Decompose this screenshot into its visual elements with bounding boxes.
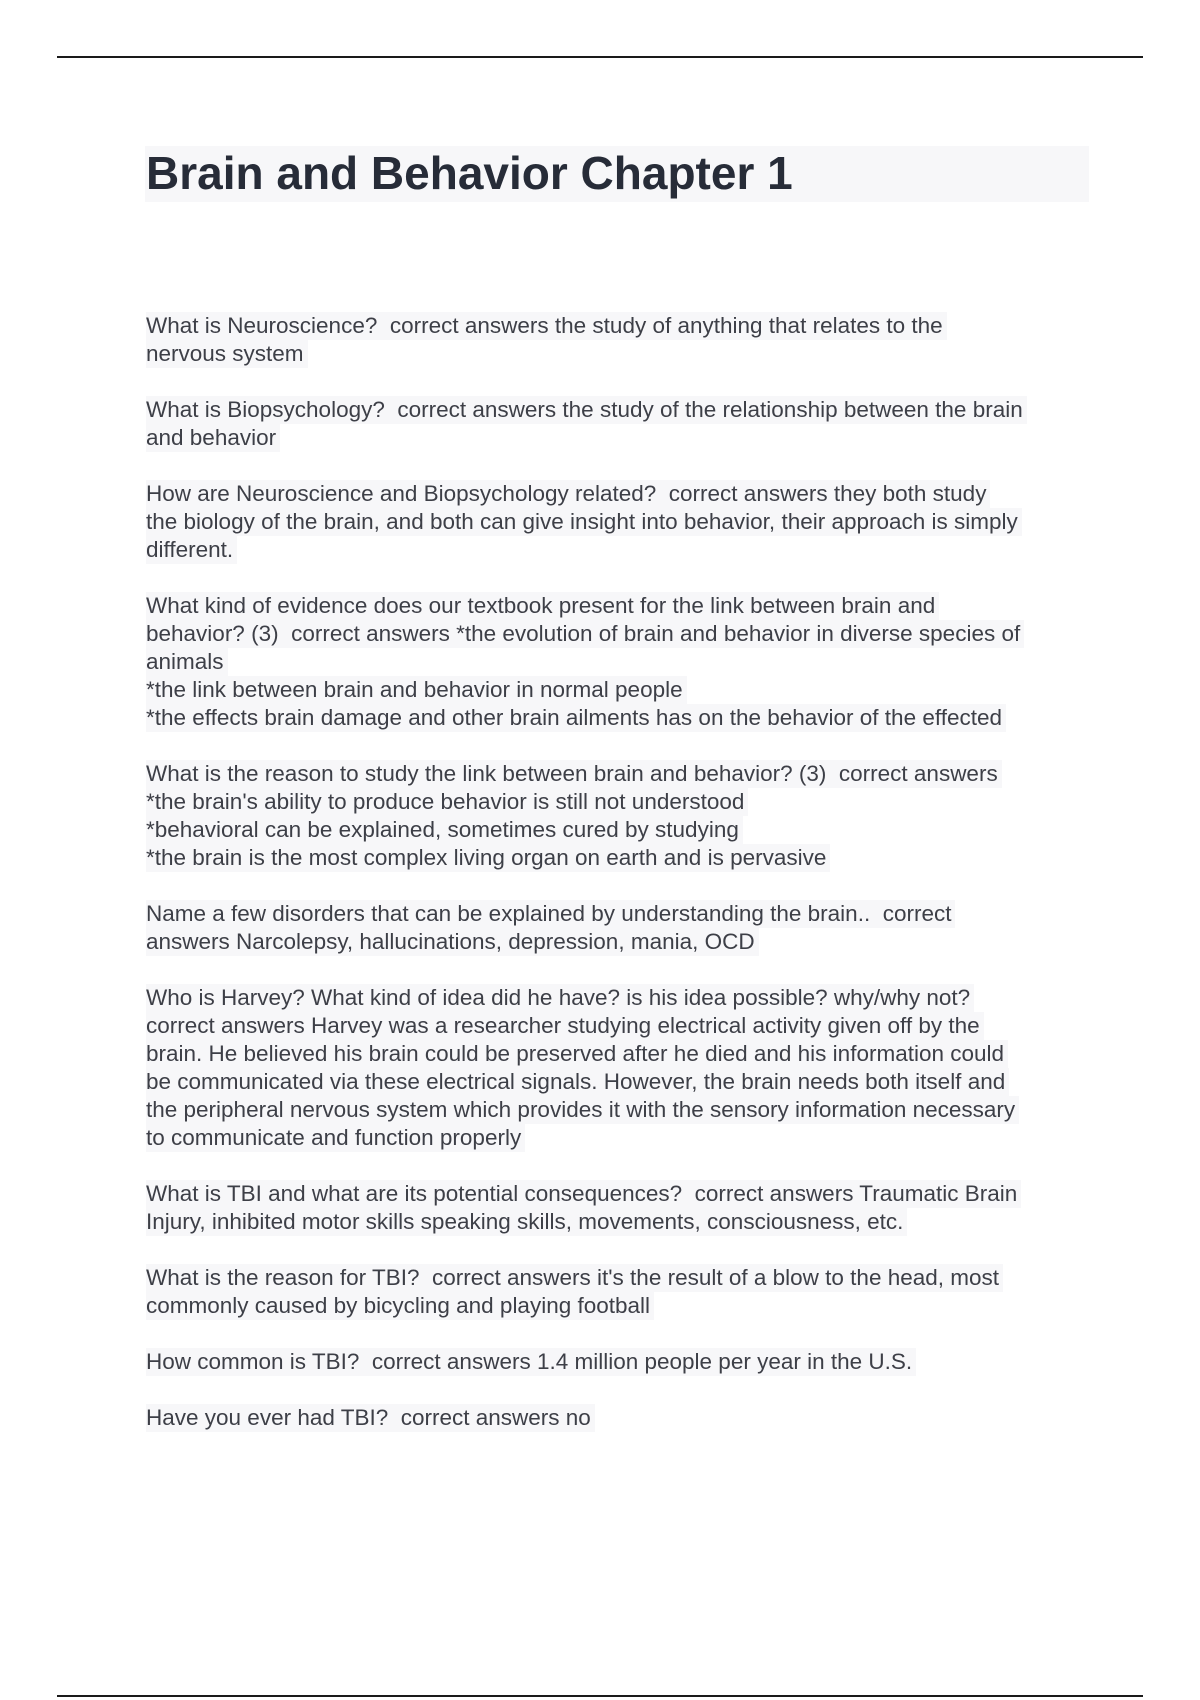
qa-line: be communicated via these electrical signals. However, the brain needs both itself and	[146, 1068, 1009, 1096]
qa-line: *behavioral can be explained, sometimes cured by studying	[146, 816, 743, 844]
qa-list	[146, 312, 1092, 1460]
qa-entry	[146, 1180, 1092, 1236]
qa-line: answers Narcolepsy, hallucinations, depression, mania, OCD	[146, 928, 759, 956]
qa-line: animals	[146, 648, 228, 676]
page-title: Brain and Behavior Chapter 1	[146, 147, 793, 199]
qa-entry	[146, 1348, 1092, 1376]
qa-line: How common is TBI? correct answers 1.4 million people per year in the U.S.	[146, 1348, 916, 1376]
qa-line: What is the reason to study the link between brain and behavior? (3) correct answers	[146, 760, 1002, 788]
qa-line: *the brain is the most complex living organ on earth and is pervasive	[146, 844, 830, 872]
qa-line: What is TBI and what are its potential consequences? correct answers Traumatic Brain	[146, 1180, 1021, 1208]
qa-line: behavior? (3) correct answers *the evolution of brain and behavior in diverse species of	[146, 620, 1024, 648]
qa-line: What is the reason for TBI? correct answers it's the result of a blow to the head, most	[146, 1264, 1003, 1292]
qa-line: and behavior	[146, 424, 280, 452]
qa-line: Have you ever had TBI? correct answers no	[146, 1404, 595, 1432]
qa-entry	[146, 312, 1092, 368]
qa-line: Injury, inhibited motor skills speaking skills, movements, consciousness, etc.	[146, 1208, 907, 1236]
qa-entry	[146, 396, 1092, 452]
qa-line: nervous system	[146, 340, 308, 368]
top-rule	[57, 56, 1143, 58]
qa-line: *the link between brain and behavior in normal people	[146, 676, 687, 704]
qa-line: different.	[146, 536, 237, 564]
qa-line: the peripheral nervous system which provides it with the sensory information necessary	[146, 1096, 1019, 1124]
qa-line: What is Neuroscience? correct answers the study of anything that relates to the	[146, 312, 947, 340]
qa-line: commonly caused by bicycling and playing football	[146, 1292, 654, 1320]
qa-line: How are Neuroscience and Biopsychology related? correct answers they both study	[146, 480, 990, 508]
qa-line: *the brain's ability to produce behavior is still not understood	[146, 788, 748, 816]
qa-entry	[146, 1264, 1092, 1320]
qa-line: correct answers Harvey was a researcher studying electrical activity given off by the	[146, 1012, 984, 1040]
qa-line: Who is Harvey? What kind of idea did he have? is his idea possible? why/why not?	[146, 984, 974, 1012]
qa-line: brain. He believed his brain could be preserved after he died and his information could	[146, 1040, 1008, 1068]
qa-line: What kind of evidence does our textbook present for the link between brain and	[146, 592, 939, 620]
qa-line: the biology of the brain, and both can give insight into behavior, their approach is simply	[146, 508, 1022, 536]
qa-line: What is Biopsychology? correct answers the study of the relationship between the brain	[146, 396, 1027, 424]
qa-line: to communicate and function properly	[146, 1124, 525, 1152]
qa-entry	[146, 480, 1092, 564]
qa-entry	[146, 1404, 1092, 1432]
qa-entry	[146, 900, 1092, 956]
qa-entry	[146, 592, 1092, 732]
bottom-rule	[57, 1695, 1143, 1697]
qa-entry	[146, 984, 1092, 1152]
qa-line: Name a few disorders that can be explained by understanding the brain.. correct	[146, 900, 955, 928]
qa-entry	[146, 760, 1092, 872]
qa-line: *the effects brain damage and other brain ailments has on the behavior of the effected	[146, 704, 1006, 732]
